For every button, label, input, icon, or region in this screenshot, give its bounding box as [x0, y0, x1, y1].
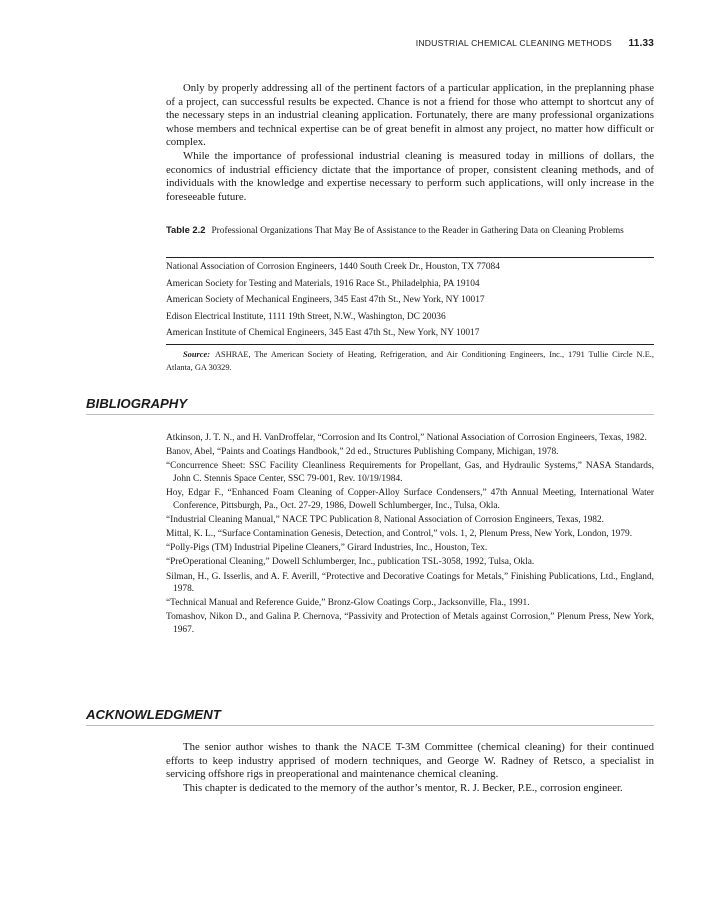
bibliography-entry: “Polly-Pigs (TM) Industrial Pipeline Cleaners,” Girard Industries, Inc., Houston, Tex.	[166, 543, 488, 554]
table-row: American Society for Testing and Materials, 1916 Race St., Philadelphia, PA 19104	[166, 278, 480, 289]
bibliography-entry: “Industrial Cleaning Manual,” NACE TPC Publication 8, National Association of Corrosion Engineers, Texas, 1982.	[166, 514, 604, 525]
bibliography-entry: Atkinson, J. T. N., and H. VanDroffelar, “Corrosion and Its Control,” National Association of Corrosion Engineers, Texas, 1982.	[166, 433, 647, 443]
bibliography-entry: “Technical Manual and Reference Guide,” Bronz-Glow Coatings Corp., Jacksonville, Fla., 1991.	[166, 598, 530, 609]
bibliography-heading: BIBLIOGRAPHY	[86, 396, 654, 415]
table-source-note	[166, 349, 654, 374]
bibliography-entry: Mittal, K. L., “Surface Contamination Genesis, Detection, and Control,” vols. 1, 2, Plenum Press, New York, London, 1979.	[166, 528, 633, 539]
bibliography-list	[166, 432, 654, 638]
bibliography-entry: Banov, Abel, “Paints and Coatings Handbook,” 2d ed., Structures Publishing Company, Michigan, 1978.	[166, 447, 559, 458]
table-row: Edison Electrical Institute, 1111 19th Street, N.W., Washington, DC 20036	[166, 311, 446, 322]
source-text: ASHRAE, The American Society of Heating, Refrigeration, and Air Conditioning Engineers, Inc., 1791 Tullie Circle N.E., Atlanta, GA 30329.	[166, 350, 654, 372]
table-caption-text: Professional Organizations That May Be of Assistance to the Reader in Gathering Data on Cleaning Problems	[211, 226, 624, 236]
table-caption	[166, 223, 654, 238]
intro-paragraph-1: Only by properly addressing all of the pertinent factors of a particular application, in the preplanning phase of a project, can successful results be expected. Chance is not a friend for those who attempt to shortcut any of the necessary steps in an industrial cleaning application. Fortunately, there are many professional organizations whose members and technical expertise can be of great benefit in almost any project, no matter how difficult or complex.	[166, 82, 654, 149]
intro-paragraph-2: While the importance of professional industrial cleaning is measured today in millions of dollars, the economics of industrial efficiency dictate that the importance of proper, consistent cleaning methods, and of individuals with the knowledge and expertise necessary to perform such applications, will only increase in the foreseeable future.	[166, 149, 654, 203]
table-row: American Society of Mechanical Engineers, 345 East 47th St., New York, NY 10017	[166, 295, 485, 306]
bibliography-entry: Silman, H., G. Isserlis, and A. F. Averill, “Protective and Decorative Coatings for Metals,” Finishing Publications, Ltd., England, 1978.	[166, 571, 654, 594]
running-title: INDUSTRIAL CHEMICAL CLEANING METHODS	[415, 38, 612, 48]
source-label: Source:	[183, 350, 210, 359]
acknowledgment-paragraph-2: This chapter is dedicated to the memory of the author’s mentor, R. J. Becker, P.E., corrosion engineer.	[183, 781, 623, 794]
organizations-table	[166, 257, 654, 345]
bibliography-entry: Hoy, Edgar F., “Enhanced Foam Cleaning of Copper-Alloy Surface Condensers,” 47th Annual Meeting, International Water Conference, Pittsburgh, Pa., Oct. 27-29, 1986, Dowell Schlumberger, Inc., Tulsa, Okla.	[166, 488, 654, 511]
bibliography-entry: Tomashov, Nikon D., and Galina P. Chernova, “Passivity and Protection of Metals against Corrosion,” Plenum Press, New York, 1967.	[166, 612, 654, 635]
acknowledgment-heading: ACKNOWLEDGMENT	[86, 707, 654, 726]
intro-section	[166, 82, 654, 204]
table-row: American Institute of Chemical Engineers, 345 East 47th St., New York, NY 10017	[166, 328, 480, 339]
table-row: National Association of Corrosion Engineers, 1440 South Creek Dr., Houston, TX 77084	[166, 262, 500, 272]
bibliography-entry: “Concurrence Sheet: SSC Facility Cleanliness Requirements for Propellant, Gas, and Hydraulic Systems,” NASA Standards, John C. Stennis Space Center, SSC 79-001, Rev. 10/19/1984.	[166, 461, 654, 484]
table-label: Table 2.2	[166, 224, 206, 235]
running-header	[166, 38, 654, 49]
bibliography-entry: “PreOperational Cleaning,” Dowell Schlumberger, Inc., publication TSL-3058, 1992, Tulsa, Okla.	[166, 557, 535, 568]
acknowledgment-paragraph-1: The senior author wishes to thank the NACE T-3M Committee (chemical cleaning) for their continued efforts to keep industry apprised of modern techniques, and George W. Radney of Retsco, a specialist in servicing offshore rigs in preoperational and maintenance chemical cleaning.	[166, 741, 654, 781]
acknowledgment-section	[166, 741, 654, 795]
page-number: 11.33	[628, 38, 654, 49]
